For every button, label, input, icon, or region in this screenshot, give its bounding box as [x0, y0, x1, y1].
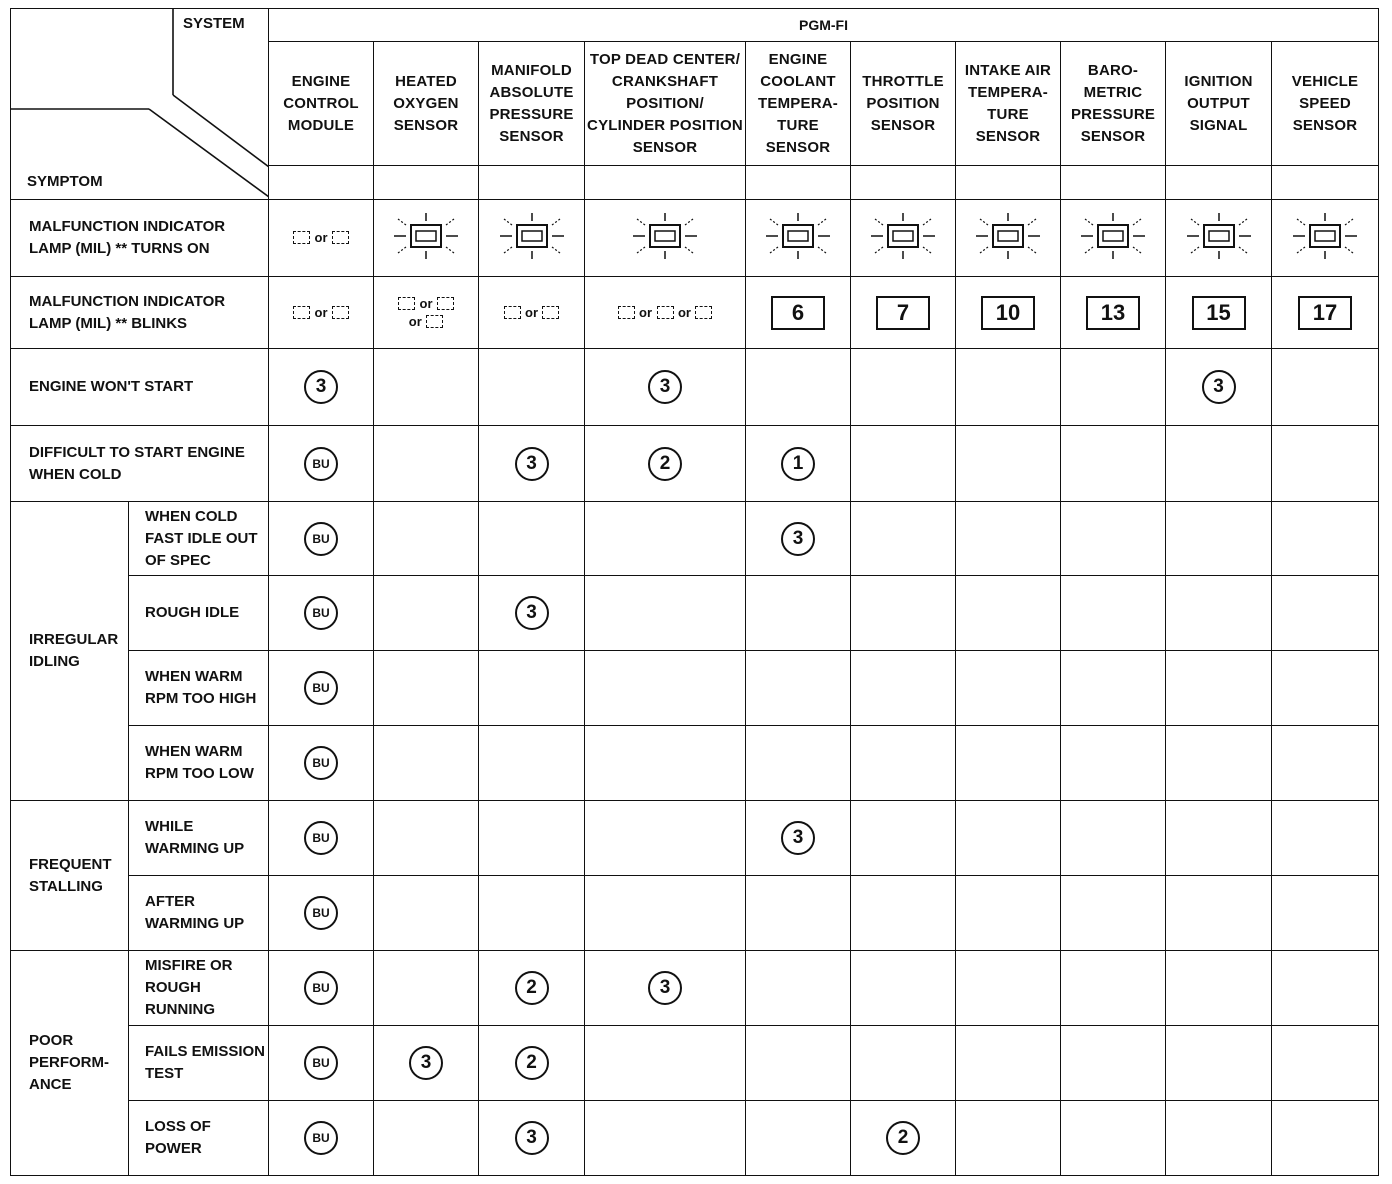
backup-badge: BU	[304, 1046, 338, 1080]
mil-on-icon	[1285, 211, 1365, 261]
blink-code-13: 13	[1086, 296, 1140, 330]
row-misfire: MISFIRE OR ROUGH RUNNING	[129, 951, 269, 1026]
priority-badge: 3	[515, 447, 549, 481]
mil-on-icon	[492, 211, 572, 261]
priority-badge: 3	[409, 1046, 443, 1080]
or-text: or	[525, 304, 538, 320]
backup-badge: BU	[304, 522, 338, 556]
blink-code-icon	[504, 306, 521, 319]
blink-code-icon	[695, 306, 712, 319]
col-baro: BARO- METRIC PRESSURE SENSOR	[1061, 42, 1166, 166]
row-warm-high: WHEN WARM RPM TOO HIGH	[129, 651, 269, 726]
mil-on-icon	[1179, 211, 1259, 261]
troubleshooting-table	[10, 8, 1379, 1176]
blink-tdc	[585, 277, 746, 349]
priority-badge: 3	[515, 1121, 549, 1155]
blink-code-7: 7	[876, 296, 930, 330]
col-vss: VEHICLE SPEED SENSOR	[1272, 42, 1379, 166]
or-text: or	[677, 304, 691, 320]
blink-code-icon	[398, 297, 415, 310]
priority-badge: 3	[648, 370, 682, 404]
or-text: or	[408, 313, 422, 329]
or-text: or	[314, 304, 328, 320]
blink-code-icon	[332, 306, 349, 319]
blink-code-icon	[293, 306, 310, 319]
row-rough-idle: ROUGH IDLE	[129, 576, 269, 651]
backup-badge: BU	[304, 971, 338, 1005]
pgm-fi-header: PGM-FI	[269, 9, 1379, 42]
row-warm-low: WHEN WARM RPM TOO LOW	[129, 726, 269, 801]
priority-badge: 3	[781, 522, 815, 556]
priority-badge: 2	[515, 1046, 549, 1080]
col-iat: INTAKE AIR TEMPERA- TURE SENSOR	[956, 42, 1061, 166]
backup-badge: BU	[304, 746, 338, 780]
blink-code-icon	[437, 297, 454, 310]
priority-badge: 1	[781, 447, 815, 481]
symptom-label: SYMPTOM	[27, 173, 103, 190]
col-map: MANIFOLD ABSOLUTE PRESSURE SENSOR	[479, 42, 585, 166]
col-tdc: TOP DEAD CENTER/ CRANKSHAFT POSITION/ CYLINDER POSITION SENSOR	[585, 42, 746, 166]
mil-on-icon	[863, 211, 943, 261]
or-text: or	[419, 295, 433, 311]
blink-ecm	[269, 277, 374, 349]
mil-off-icon	[332, 231, 349, 244]
priority-badge: 2	[515, 971, 549, 1005]
row-warming-up: WHILE WARMING UP	[129, 801, 269, 876]
mil-on-label: MALFUNCTION INDICATOR LAMP (MIL) ** TURNS ON	[11, 200, 269, 277]
blink-code-icon	[657, 306, 674, 319]
priority-badge: 3	[781, 821, 815, 855]
mil-off-icon	[293, 231, 310, 244]
row-difficult-start: DIFFICULT TO START ENGINE WHEN COLD	[11, 426, 269, 502]
backup-badge: BU	[304, 671, 338, 705]
row-when-cold: WHEN COLD FAST IDLE OUT OF SPEC	[129, 502, 269, 576]
blink-code-6: 6	[771, 296, 825, 330]
col-ecm: ENGINE CONTROL MODULE	[269, 42, 374, 166]
backup-badge: BU	[304, 596, 338, 630]
system-label: SYSTEM	[183, 15, 245, 32]
row-after-warming: AFTER WARMING UP	[129, 876, 269, 951]
priority-badge: 3	[304, 370, 338, 404]
backup-badge: BU	[304, 447, 338, 481]
or-text: or	[639, 304, 653, 320]
mil-on-icon	[625, 211, 705, 261]
backup-badge: BU	[304, 896, 338, 930]
mil-on-icon	[758, 211, 838, 261]
mil-on-icon	[386, 211, 466, 261]
col-tps: THROTTLE POSITION SENSOR	[851, 42, 956, 166]
priority-badge: 3	[1202, 370, 1236, 404]
row-loss-of-power: LOSS OF POWER	[129, 1101, 269, 1176]
group-irregular-idling: IRREGULAR IDLING	[11, 502, 129, 801]
mil-on-ecm	[269, 200, 374, 277]
blink-ho2s	[374, 277, 479, 349]
blink-code-icon	[426, 315, 443, 328]
mil-on-icon	[968, 211, 1048, 261]
corner-diagonal	[11, 9, 269, 199]
row-fails-emission: FAILS EMISSION TEST	[129, 1026, 269, 1101]
blink-code-icon	[618, 306, 635, 319]
group-frequent-stalling: FREQUENT STALLING	[11, 801, 129, 951]
row-wont-start: ENGINE WON'T START	[11, 349, 269, 426]
priority-badge: 3	[648, 971, 682, 1005]
backup-badge: BU	[304, 821, 338, 855]
blink-code-17: 17	[1298, 296, 1352, 330]
col-ho2s: HEATED OXYGEN SENSOR	[374, 42, 479, 166]
blink-map	[479, 277, 585, 349]
col-ect: ENGINE COOLANT TEMPERA- TURE SENSOR	[746, 42, 851, 166]
or-text: or	[314, 230, 328, 245]
mil-blinks-label: MALFUNCTION INDICATOR LAMP (MIL) ** BLINKS	[11, 277, 269, 349]
group-poor-performance: POOR PERFORM- ANCE	[11, 951, 129, 1176]
blink-code-15: 15	[1192, 296, 1246, 330]
col-ign: IGNITION OUTPUT SIGNAL	[1166, 42, 1272, 166]
priority-badge: 2	[886, 1121, 920, 1155]
mil-on-icon	[1073, 211, 1153, 261]
blink-code-10: 10	[981, 296, 1035, 330]
blink-code-icon	[542, 306, 559, 319]
corner-cell	[11, 9, 269, 200]
priority-badge: 2	[648, 447, 682, 481]
backup-badge: BU	[304, 1121, 338, 1155]
priority-badge: 3	[515, 596, 549, 630]
